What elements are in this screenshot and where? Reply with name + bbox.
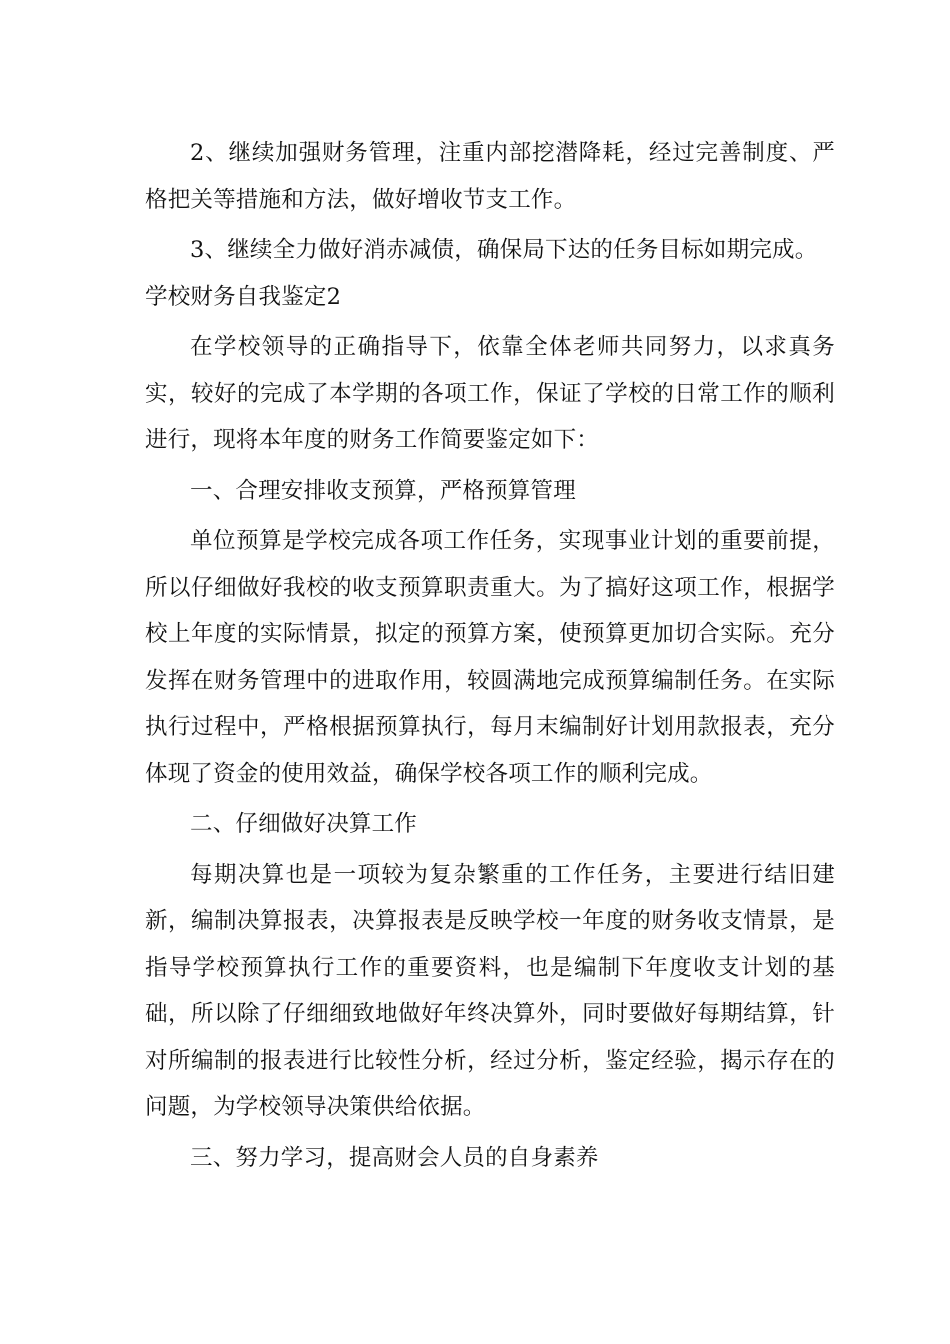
final-accounts-paragraph: 每期决算也是一项较为复杂繁重的工作任务，主要进行结旧建新，编制决算报表，决算报表是反映学校一年度的财务收支情景，是指导学校预算执行工作的重要资料，也是编制下年度收支计划的基础，所以除了仔细细致地做好年终决算外，同时要做好每期结算，针对所编制的报表进行比较性分析，经过分析，鉴定经验，揭示存在的问题，为学校领导决策供给依据。 (145, 861, 835, 1120)
intro-paragraph: 在学校领导的正确指导下，依靠全体老师共同努力，以求真务实，较好的完成了本学期的各项工作，保证了学校的日常工作的顺利进行，现将本年度的财务工作简要鉴定如下： (145, 334, 835, 453)
heading-final-accounts: 二、仔细做好决算工作 (190, 811, 418, 837)
budget-paragraph: 单位预算是学校完成各项工作任务，实现事业计划的重要前提，所以仔细做好我校的收支预算职责重大。为了搞好这项工作，根据学校上年度的实际情景，拟定的预算方案，使预算更加切合实际。充分发挥在财务管理中的进取作用，较圆满地完成预算编制任务。在实际执行过程中，严格根据预算执行，每月末编制好计划用款报表，充分体现了资金的使用效益，确保学校各项工作的顺利完成。 (145, 528, 835, 787)
paragraph-item-3: 3、继续全力做好消赤减债，确保局下达的任务目标如期完成。 (190, 237, 818, 263)
heading-study: 三、努力学习，提高财会人员的自身素养 (190, 1144, 599, 1171)
section-title: 学校财务自我鉴定2 (145, 283, 342, 310)
paragraph-item-2: 2、继续加强财务管理，注重内部挖潜降耗，经过完善制度、严格把关等措施和方法，做好增收节支工作。 (145, 140, 835, 213)
document-body (145, 130, 835, 1181)
heading-budget: 一、合理安排收支预算，严格预算管理 (190, 477, 576, 504)
